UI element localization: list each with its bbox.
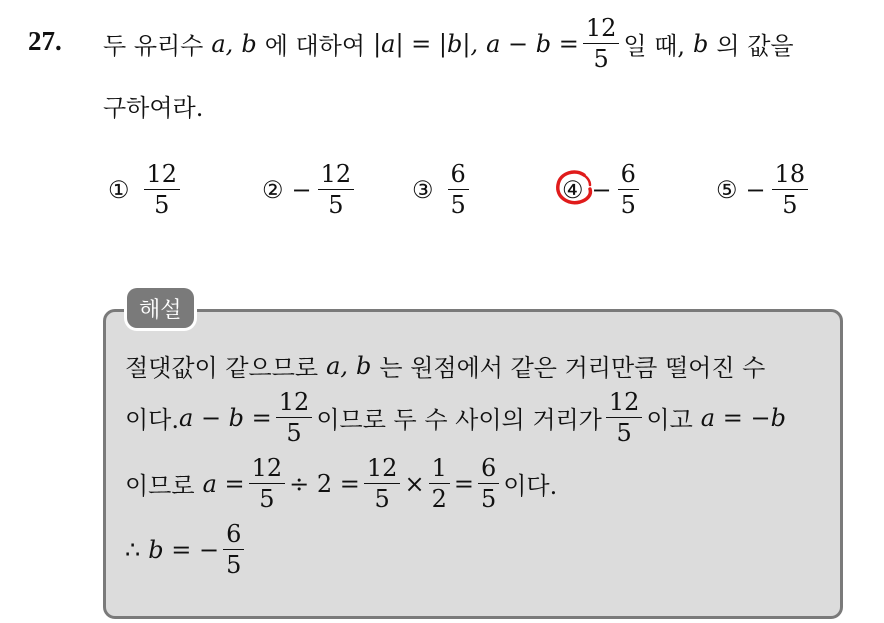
denominator: 5 — [286, 419, 302, 447]
solution-line-3 — [125, 456, 557, 511]
solution-line-1 — [125, 348, 765, 383]
question-text: 구하여라. — [103, 94, 204, 122]
solution-text: 이므로 — [125, 472, 195, 500]
solution-text: 는 원점에서 같은 거리만큼 떨어진 수 — [379, 354, 766, 382]
denominator: 5 — [620, 191, 636, 219]
var-b: b — [356, 351, 372, 380]
solution-text: 절댓값이 같으므로 — [125, 354, 319, 382]
numerator: 12 — [146, 160, 178, 188]
denominator: 5 — [259, 485, 275, 513]
abs-equation: |a| = |b|, — [373, 29, 479, 58]
choice-5[interactable] — [716, 162, 812, 217]
fraction — [583, 16, 620, 71]
fraction — [249, 456, 286, 511]
numerator: 12 — [585, 14, 617, 42]
solution-text: 이다. — [125, 406, 179, 434]
question-text: 일 때, — [623, 32, 686, 60]
numerator: 12 — [278, 388, 310, 416]
numerator: 12 — [320, 160, 352, 188]
var-a: a, — [326, 351, 349, 380]
numerator: 6 — [620, 160, 636, 188]
denominator: 5 — [593, 45, 609, 73]
fraction — [478, 456, 499, 511]
var-a-eq: a = — [202, 469, 245, 498]
question-text: 의 값을 — [716, 32, 794, 60]
equation: a = −b — [700, 403, 786, 432]
denominator: 5 — [154, 191, 170, 219]
var-a: a, — [211, 29, 234, 58]
choice-2[interactable] — [262, 162, 358, 217]
numerator: 12 — [251, 454, 283, 482]
denominator: 5 — [480, 485, 497, 513]
question-line-1 — [103, 16, 794, 71]
numerator: 6 — [450, 160, 466, 188]
fraction — [223, 522, 244, 577]
denominator: 5 — [328, 191, 344, 219]
division: ÷ 2 = — [289, 469, 360, 498]
choice-sign: − — [745, 175, 766, 204]
denominator: 5 — [374, 485, 390, 513]
choice-sign: − — [291, 175, 312, 204]
choice-3[interactable] — [412, 162, 473, 217]
equals-sign: = — [453, 469, 474, 498]
numerator: 18 — [774, 160, 806, 188]
question-number: 27. — [28, 26, 62, 56]
fraction — [429, 456, 450, 511]
difference-lhs: a − b = — [486, 29, 579, 58]
solution-text: 이다. — [503, 472, 558, 500]
solution-line-2 — [125, 390, 786, 445]
choice-fraction — [448, 162, 469, 217]
denominator: 5 — [450, 191, 466, 219]
numerator: 6 — [226, 520, 242, 548]
choice-mark: ② — [262, 175, 284, 204]
choice-mark: ④ — [562, 175, 584, 204]
solution-badge: 해설 — [127, 288, 194, 328]
times-sign: × — [404, 469, 425, 498]
choice-mark: ⑤ — [716, 175, 738, 204]
answer-circle-mark — [554, 169, 594, 207]
fraction — [276, 390, 313, 445]
numerator: 12 — [366, 454, 398, 482]
choice-fraction — [318, 162, 355, 217]
denominator: 5 — [226, 551, 242, 579]
denominator: 2 — [431, 485, 447, 513]
var-b: b — [693, 29, 709, 58]
question-line-2 — [103, 88, 203, 123]
solution-text: 이므로 두 수 사이의 거리가 — [316, 406, 602, 434]
choice-fraction — [144, 162, 181, 217]
numerator: 1 — [431, 454, 447, 482]
choice-1[interactable] — [108, 162, 184, 217]
solution-line-4 — [125, 522, 248, 577]
equation: b = − — [148, 535, 220, 564]
question-text: 에 대하여 — [264, 32, 366, 60]
numerator: 6 — [480, 454, 497, 482]
denominator: 5 — [616, 419, 632, 447]
choice-fraction — [772, 162, 809, 217]
choice-fraction — [618, 162, 639, 217]
choice-sign: − — [591, 175, 612, 204]
question-text: 두 유리수 — [103, 32, 204, 60]
fraction — [606, 390, 643, 445]
difference-lhs: a − b = — [179, 403, 272, 432]
numerator: 12 — [608, 388, 640, 416]
choice-mark: ① — [108, 175, 130, 204]
solution-text: 이고 — [646, 406, 693, 434]
therefore-sign: ∴ — [125, 535, 141, 564]
var-b: b — [241, 29, 257, 58]
denominator: 5 — [782, 191, 798, 219]
choice-mark: ③ — [412, 175, 434, 204]
fraction — [364, 456, 401, 511]
